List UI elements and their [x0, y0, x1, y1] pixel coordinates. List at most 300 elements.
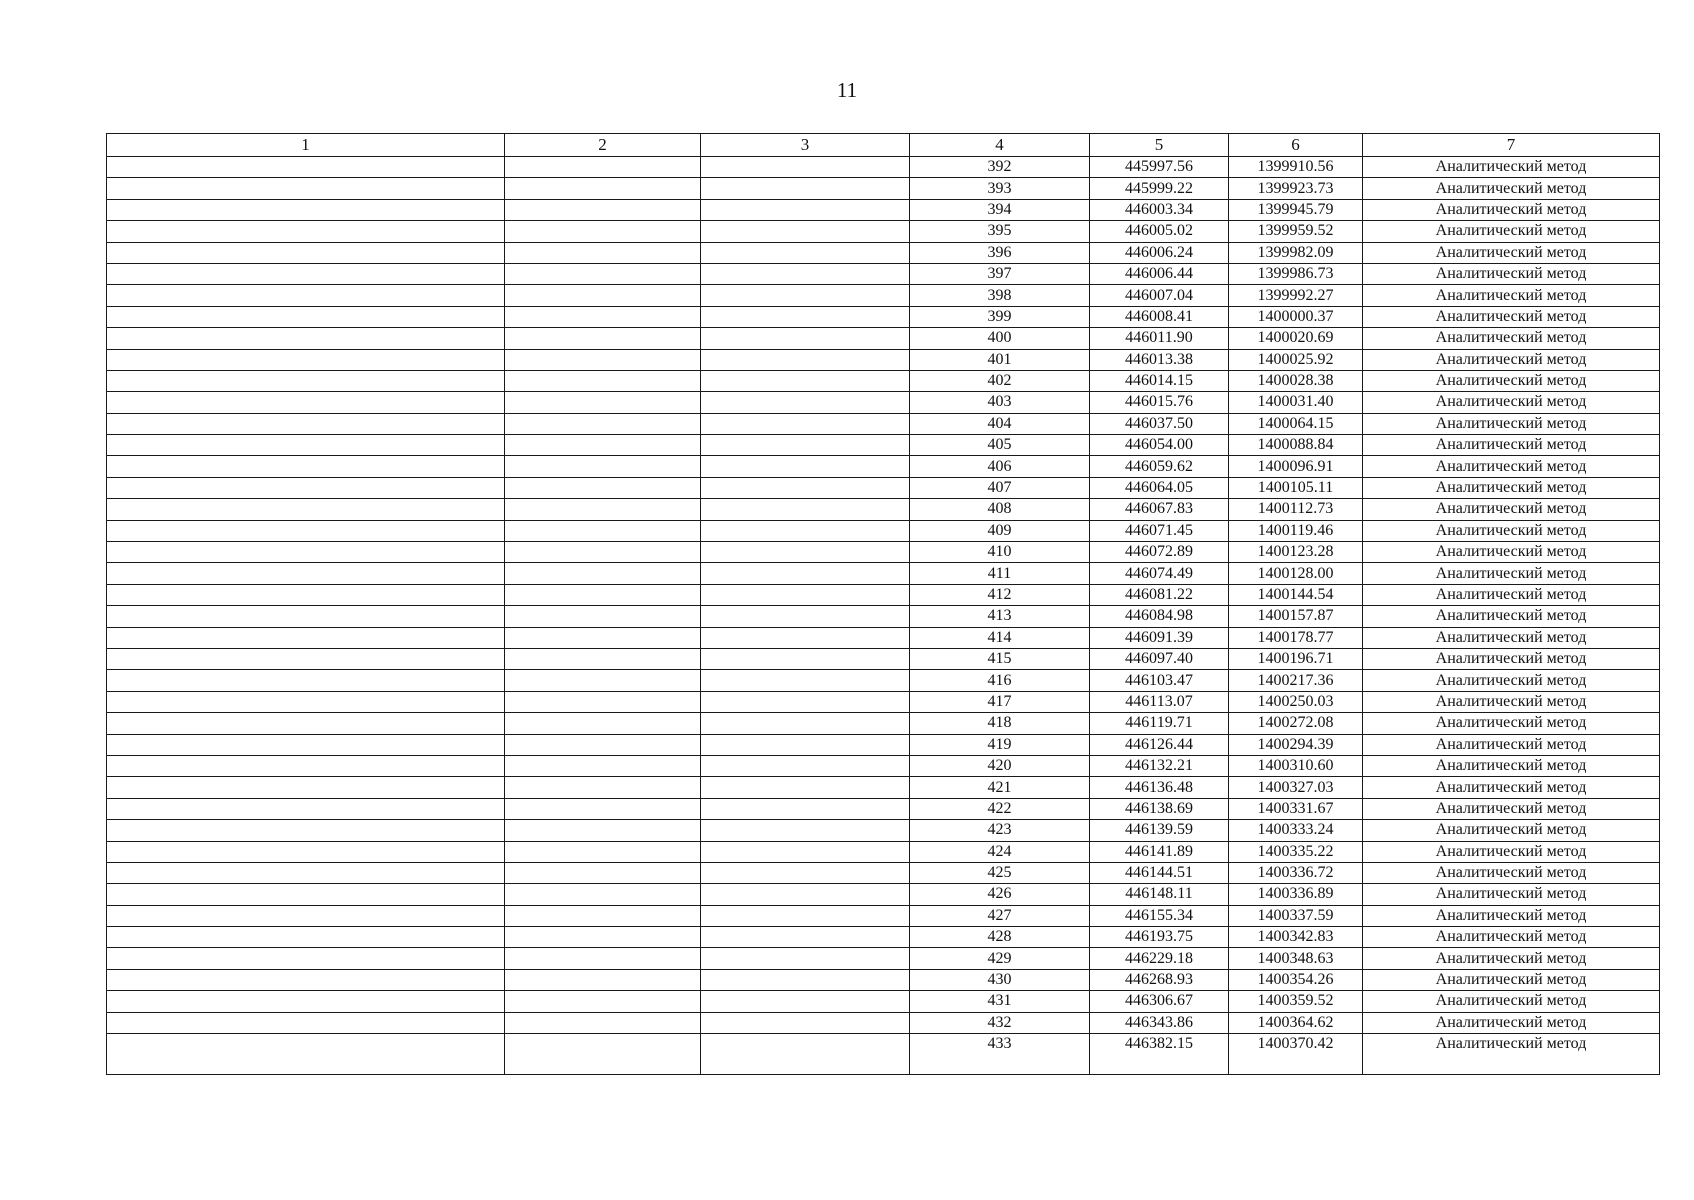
table-cell — [107, 777, 505, 798]
page-number: 11 — [836, 78, 858, 102]
table-cell — [107, 606, 505, 627]
table-cell: 413 — [910, 606, 1090, 627]
table-cell — [107, 841, 505, 862]
table-cell: 446103.47 — [1090, 670, 1229, 691]
table-row — [107, 263, 1660, 284]
table-cell: Аналитический метод — [1363, 499, 1660, 520]
coordinates-table — [106, 133, 1660, 1075]
table-cell: Аналитический метод — [1363, 157, 1660, 178]
table-cell — [107, 648, 505, 669]
table-cell: 446229.18 — [1090, 948, 1229, 969]
table-cell: 406 — [910, 456, 1090, 477]
table-cell — [701, 413, 910, 434]
table-cell: Аналитический метод — [1363, 969, 1660, 990]
table-cell — [701, 435, 910, 456]
table-cell: 1400123.28 — [1229, 542, 1363, 563]
table-cell — [107, 1012, 505, 1033]
table-cell — [701, 477, 910, 498]
table-cell: 1400364.62 — [1229, 1012, 1363, 1033]
table-cell: Аналитический метод — [1363, 627, 1660, 648]
table-cell: 446148.11 — [1090, 884, 1229, 905]
table-cell — [505, 670, 701, 691]
table-cell — [505, 969, 701, 990]
table-cell — [505, 456, 701, 477]
table-cell: 400 — [910, 328, 1090, 349]
table-cell — [505, 884, 701, 905]
table-cell: Аналитический метод — [1363, 948, 1660, 969]
table-cell — [701, 927, 910, 948]
table-cell: 426 — [910, 884, 1090, 905]
table-cell — [107, 884, 505, 905]
table-cell: 446011.90 — [1090, 328, 1229, 349]
table-cell — [505, 905, 701, 926]
table-cell — [505, 349, 701, 370]
table-cell: Аналитический метод — [1363, 435, 1660, 456]
table-cell — [505, 242, 701, 263]
table-cell: 1399982.09 — [1229, 242, 1363, 263]
table-cell — [701, 670, 910, 691]
table-cell: 405 — [910, 435, 1090, 456]
column-header: 2 — [505, 134, 701, 157]
table-cell — [505, 798, 701, 819]
table-cell: 410 — [910, 542, 1090, 563]
column-header: 6 — [1229, 134, 1363, 157]
table-cell — [701, 199, 910, 220]
table-cell: 428 — [910, 927, 1090, 948]
table-cell — [701, 969, 910, 990]
table-cell — [701, 306, 910, 327]
table-cell — [107, 435, 505, 456]
table-cell: 1400294.39 — [1229, 734, 1363, 755]
table-cell: 418 — [910, 713, 1090, 734]
table-cell: 420 — [910, 755, 1090, 776]
table-cell — [701, 648, 910, 669]
table-cell — [505, 841, 701, 862]
table-cell — [505, 542, 701, 563]
table-row — [107, 927, 1660, 948]
table-cell: 424 — [910, 841, 1090, 862]
table-cell — [701, 905, 910, 926]
table-cell: 446006.24 — [1090, 242, 1229, 263]
table-cell — [107, 691, 505, 712]
table-cell: 1400359.52 — [1229, 991, 1363, 1012]
table-row — [107, 477, 1660, 498]
table-row — [107, 1012, 1660, 1033]
table-row — [107, 413, 1660, 434]
table-cell — [107, 370, 505, 391]
table-row — [107, 157, 1660, 178]
table-cell: 432 — [910, 1012, 1090, 1033]
table-cell: 1399986.73 — [1229, 263, 1363, 284]
table-cell: 446059.62 — [1090, 456, 1229, 477]
table-cell: Аналитический метод — [1363, 606, 1660, 627]
table-cell — [701, 349, 910, 370]
table-row — [107, 991, 1660, 1012]
table-cell — [505, 178, 701, 199]
table-cell: 446141.89 — [1090, 841, 1229, 862]
table-cell: Аналитический метод — [1363, 242, 1660, 263]
table-cell — [701, 1012, 910, 1033]
table-cell — [505, 948, 701, 969]
table-cell: 446014.15 — [1090, 370, 1229, 391]
table-cell: 446008.41 — [1090, 306, 1229, 327]
table-cell — [701, 948, 910, 969]
table-cell — [107, 542, 505, 563]
table-row — [107, 435, 1660, 456]
table-cell — [107, 563, 505, 584]
table-cell — [505, 820, 701, 841]
table-cell: 403 — [910, 392, 1090, 413]
table-cell: 1400119.46 — [1229, 520, 1363, 541]
table-cell — [701, 328, 910, 349]
table-cell — [505, 991, 701, 1012]
table-cell — [701, 755, 910, 776]
table-cell: Аналитический метод — [1363, 306, 1660, 327]
table-cell — [701, 542, 910, 563]
table-cell: 419 — [910, 734, 1090, 755]
table-cell: 404 — [910, 413, 1090, 434]
table-row — [107, 199, 1660, 220]
table-cell: 433 — [910, 1034, 1090, 1075]
table-body — [107, 157, 1660, 1075]
table-cell — [107, 627, 505, 648]
table-cell: 1400354.26 — [1229, 969, 1363, 990]
table-cell: Аналитический метод — [1363, 221, 1660, 242]
table-cell — [701, 991, 910, 1012]
table-cell: 446155.34 — [1090, 905, 1229, 926]
table-cell — [107, 991, 505, 1012]
table-cell — [107, 584, 505, 605]
table-cell — [107, 820, 505, 841]
table-cell: Аналитический метод — [1363, 755, 1660, 776]
table-cell: Аналитический метод — [1363, 648, 1660, 669]
table-cell: 446084.98 — [1090, 606, 1229, 627]
table-row — [107, 370, 1660, 391]
table-cell: Аналитический метод — [1363, 670, 1660, 691]
table-cell: 1400128.00 — [1229, 563, 1363, 584]
table-cell: Аналитический метод — [1363, 563, 1660, 584]
table-cell: 1400348.63 — [1229, 948, 1363, 969]
table-row — [107, 349, 1660, 370]
table-cell — [505, 157, 701, 178]
table-row — [107, 499, 1660, 520]
table-cell: 427 — [910, 905, 1090, 926]
column-header: 7 — [1363, 134, 1660, 157]
table-cell: 396 — [910, 242, 1090, 263]
table-cell — [701, 862, 910, 883]
table-cell — [505, 734, 701, 755]
table-cell — [701, 456, 910, 477]
table-cell: 423 — [910, 820, 1090, 841]
table-cell — [505, 499, 701, 520]
table-cell: 392 — [910, 157, 1090, 178]
table-cell: 1400157.87 — [1229, 606, 1363, 627]
table-cell: 1399945.79 — [1229, 199, 1363, 220]
table-cell: 1400310.60 — [1229, 755, 1363, 776]
table-cell — [505, 1012, 701, 1033]
table-cell — [701, 178, 910, 199]
table-cell: 446054.00 — [1090, 435, 1229, 456]
table-cell: 395 — [910, 221, 1090, 242]
table-cell: 1400000.37 — [1229, 306, 1363, 327]
table-cell — [701, 242, 910, 263]
table-cell: Аналитический метод — [1363, 691, 1660, 712]
table-cell: Аналитический метод — [1363, 734, 1660, 755]
table-cell — [107, 862, 505, 883]
table-cell: 1400025.92 — [1229, 349, 1363, 370]
table-cell: Аналитический метод — [1363, 456, 1660, 477]
table-cell: 407 — [910, 477, 1090, 498]
table-cell — [107, 969, 505, 990]
table-cell — [107, 328, 505, 349]
table-row — [107, 627, 1660, 648]
table-cell: 446382.15 — [1090, 1034, 1229, 1075]
table-cell: Аналитический метод — [1363, 178, 1660, 199]
table-cell: 446005.02 — [1090, 221, 1229, 242]
table-cell — [107, 477, 505, 498]
table-cell: 1400336.72 — [1229, 862, 1363, 883]
table-cell: Аналитический метод — [1363, 884, 1660, 905]
table-cell: 446113.07 — [1090, 691, 1229, 712]
table-cell — [505, 755, 701, 776]
table-cell: 1399923.73 — [1229, 178, 1363, 199]
table-cell — [505, 606, 701, 627]
table-cell: 1400196.71 — [1229, 648, 1363, 669]
table-cell: 429 — [910, 948, 1090, 969]
table-cell: 1400028.38 — [1229, 370, 1363, 391]
table-cell — [107, 199, 505, 220]
table-cell — [701, 263, 910, 284]
table-cell: Аналитический метод — [1363, 820, 1660, 841]
table-cell — [505, 520, 701, 541]
table-row — [107, 306, 1660, 327]
table-row — [107, 242, 1660, 263]
table-cell: 1399992.27 — [1229, 285, 1363, 306]
table-cell: 1399959.52 — [1229, 221, 1363, 242]
table-cell — [701, 499, 910, 520]
table-cell: 1400333.24 — [1229, 820, 1363, 841]
table-cell: 446006.44 — [1090, 263, 1229, 284]
table-cell — [107, 927, 505, 948]
table-cell: 446013.38 — [1090, 349, 1229, 370]
table-cell — [107, 242, 505, 263]
table-row — [107, 606, 1660, 627]
table-cell: Аналитический метод — [1363, 370, 1660, 391]
table-cell: Аналитический метод — [1363, 905, 1660, 926]
table-cell: 446126.44 — [1090, 734, 1229, 755]
table-cell — [701, 734, 910, 755]
table-cell — [701, 798, 910, 819]
table-cell — [107, 306, 505, 327]
table-cell: 1400217.36 — [1229, 670, 1363, 691]
column-header: 1 — [107, 134, 505, 157]
table-cell: 393 — [910, 178, 1090, 199]
table-cell: Аналитический метод — [1363, 713, 1660, 734]
table-cell: 446081.22 — [1090, 584, 1229, 605]
table-cell — [505, 927, 701, 948]
table-cell: 1400342.83 — [1229, 927, 1363, 948]
table-cell: 445999.22 — [1090, 178, 1229, 199]
table-cell: 446067.83 — [1090, 499, 1229, 520]
table-cell — [107, 734, 505, 755]
table-cell: Аналитический метод — [1363, 392, 1660, 413]
table-cell: 446097.40 — [1090, 648, 1229, 669]
table-cell: 1400105.11 — [1229, 477, 1363, 498]
table-row — [107, 755, 1660, 776]
table-cell: 425 — [910, 862, 1090, 883]
table-cell — [701, 691, 910, 712]
table-cell — [505, 477, 701, 498]
table-cell: Аналитический метод — [1363, 777, 1660, 798]
table-cell — [505, 221, 701, 242]
table-cell — [505, 328, 701, 349]
table-row — [107, 520, 1660, 541]
table-cell — [505, 285, 701, 306]
table-cell — [107, 755, 505, 776]
table-row — [107, 1034, 1660, 1075]
table-cell: Аналитический метод — [1363, 1012, 1660, 1033]
table-cell: Аналитический метод — [1363, 199, 1660, 220]
table-cell: 1400144.54 — [1229, 584, 1363, 605]
table-cell — [505, 306, 701, 327]
table-cell: 1400327.03 — [1229, 777, 1363, 798]
table-cell: 1400331.67 — [1229, 798, 1363, 819]
table-row — [107, 221, 1660, 242]
table-cell — [107, 948, 505, 969]
table-cell: Аналитический метод — [1363, 285, 1660, 306]
table-cell: 446071.45 — [1090, 520, 1229, 541]
table-cell: 446072.89 — [1090, 542, 1229, 563]
table-cell: Аналитический метод — [1363, 927, 1660, 948]
table-cell — [701, 777, 910, 798]
table-cell — [701, 820, 910, 841]
table-cell — [505, 199, 701, 220]
table-row — [107, 905, 1660, 926]
header-row — [107, 134, 1660, 157]
table-cell — [107, 1034, 505, 1075]
table-cell: 1400112.73 — [1229, 499, 1363, 520]
table-cell — [107, 456, 505, 477]
table-cell: 446306.67 — [1090, 991, 1229, 1012]
table-cell — [701, 884, 910, 905]
table-cell: 446003.34 — [1090, 199, 1229, 220]
table-row — [107, 392, 1660, 413]
table-cell — [505, 777, 701, 798]
table-cell — [505, 691, 701, 712]
table-row — [107, 328, 1660, 349]
table-cell: 431 — [910, 991, 1090, 1012]
table-cell: Аналитический метод — [1363, 328, 1660, 349]
table-cell — [701, 157, 910, 178]
table-cell: 401 — [910, 349, 1090, 370]
table-cell: 446268.93 — [1090, 969, 1229, 990]
column-header: 4 — [910, 134, 1090, 157]
table-cell — [701, 1034, 910, 1075]
table-cell — [505, 435, 701, 456]
table-row — [107, 862, 1660, 883]
table-row — [107, 670, 1660, 691]
table-cell: Аналитический метод — [1363, 1034, 1660, 1075]
table-cell — [505, 392, 701, 413]
table-cell — [505, 370, 701, 391]
table-cell: 446132.21 — [1090, 755, 1229, 776]
table-cell: 446007.04 — [1090, 285, 1229, 306]
table-cell: 1400088.84 — [1229, 435, 1363, 456]
table-cell: 394 — [910, 199, 1090, 220]
table-row — [107, 542, 1660, 563]
table-cell: 411 — [910, 563, 1090, 584]
column-header: 5 — [1090, 134, 1229, 157]
table-cell — [107, 520, 505, 541]
table-cell: 446193.75 — [1090, 927, 1229, 948]
table-row — [107, 456, 1660, 477]
table-cell — [701, 563, 910, 584]
table-row — [107, 563, 1660, 584]
table-row — [107, 884, 1660, 905]
table-row — [107, 584, 1660, 605]
table-cell: 408 — [910, 499, 1090, 520]
table-row — [107, 841, 1660, 862]
table-cell: 421 — [910, 777, 1090, 798]
table-cell — [107, 670, 505, 691]
table-cell — [107, 221, 505, 242]
table-cell — [505, 563, 701, 584]
table-cell: 414 — [910, 627, 1090, 648]
table-cell — [701, 606, 910, 627]
table-cell: 1400336.89 — [1229, 884, 1363, 905]
table-cell: 446091.39 — [1090, 627, 1229, 648]
table-cell: 1400370.42 — [1229, 1034, 1363, 1075]
table-cell: Аналитический метод — [1363, 991, 1660, 1012]
table-cell: Аналитический метод — [1363, 520, 1660, 541]
table-cell: Аналитический метод — [1363, 477, 1660, 498]
table-cell: Аналитический метод — [1363, 841, 1660, 862]
table-row — [107, 285, 1660, 306]
table-row — [107, 691, 1660, 712]
table-cell — [505, 713, 701, 734]
table-cell — [107, 905, 505, 926]
table-cell — [107, 713, 505, 734]
table-cell: 422 — [910, 798, 1090, 819]
table-cell: 415 — [910, 648, 1090, 669]
table-cell: 399 — [910, 306, 1090, 327]
column-header: 3 — [701, 134, 910, 157]
table-cell — [701, 627, 910, 648]
table-cell: 446015.76 — [1090, 392, 1229, 413]
table-row — [107, 178, 1660, 199]
table-cell: 446037.50 — [1090, 413, 1229, 434]
table-cell — [107, 285, 505, 306]
table-cell: 1400020.69 — [1229, 328, 1363, 349]
table-row — [107, 798, 1660, 819]
table-cell: 1400272.08 — [1229, 713, 1363, 734]
table-cell — [107, 413, 505, 434]
table-cell — [505, 627, 701, 648]
table-cell — [107, 178, 505, 199]
table-cell: 446139.59 — [1090, 820, 1229, 841]
table-cell: 1400178.77 — [1229, 627, 1363, 648]
table-cell: Аналитический метод — [1363, 862, 1660, 883]
table-cell: Аналитический метод — [1363, 263, 1660, 284]
table-cell: 446144.51 — [1090, 862, 1229, 883]
table-cell — [107, 157, 505, 178]
table-cell — [701, 713, 910, 734]
table-row — [107, 777, 1660, 798]
table-cell — [701, 841, 910, 862]
table-cell: 446064.05 — [1090, 477, 1229, 498]
table-cell: 397 — [910, 263, 1090, 284]
table-cell: 1400096.91 — [1229, 456, 1363, 477]
